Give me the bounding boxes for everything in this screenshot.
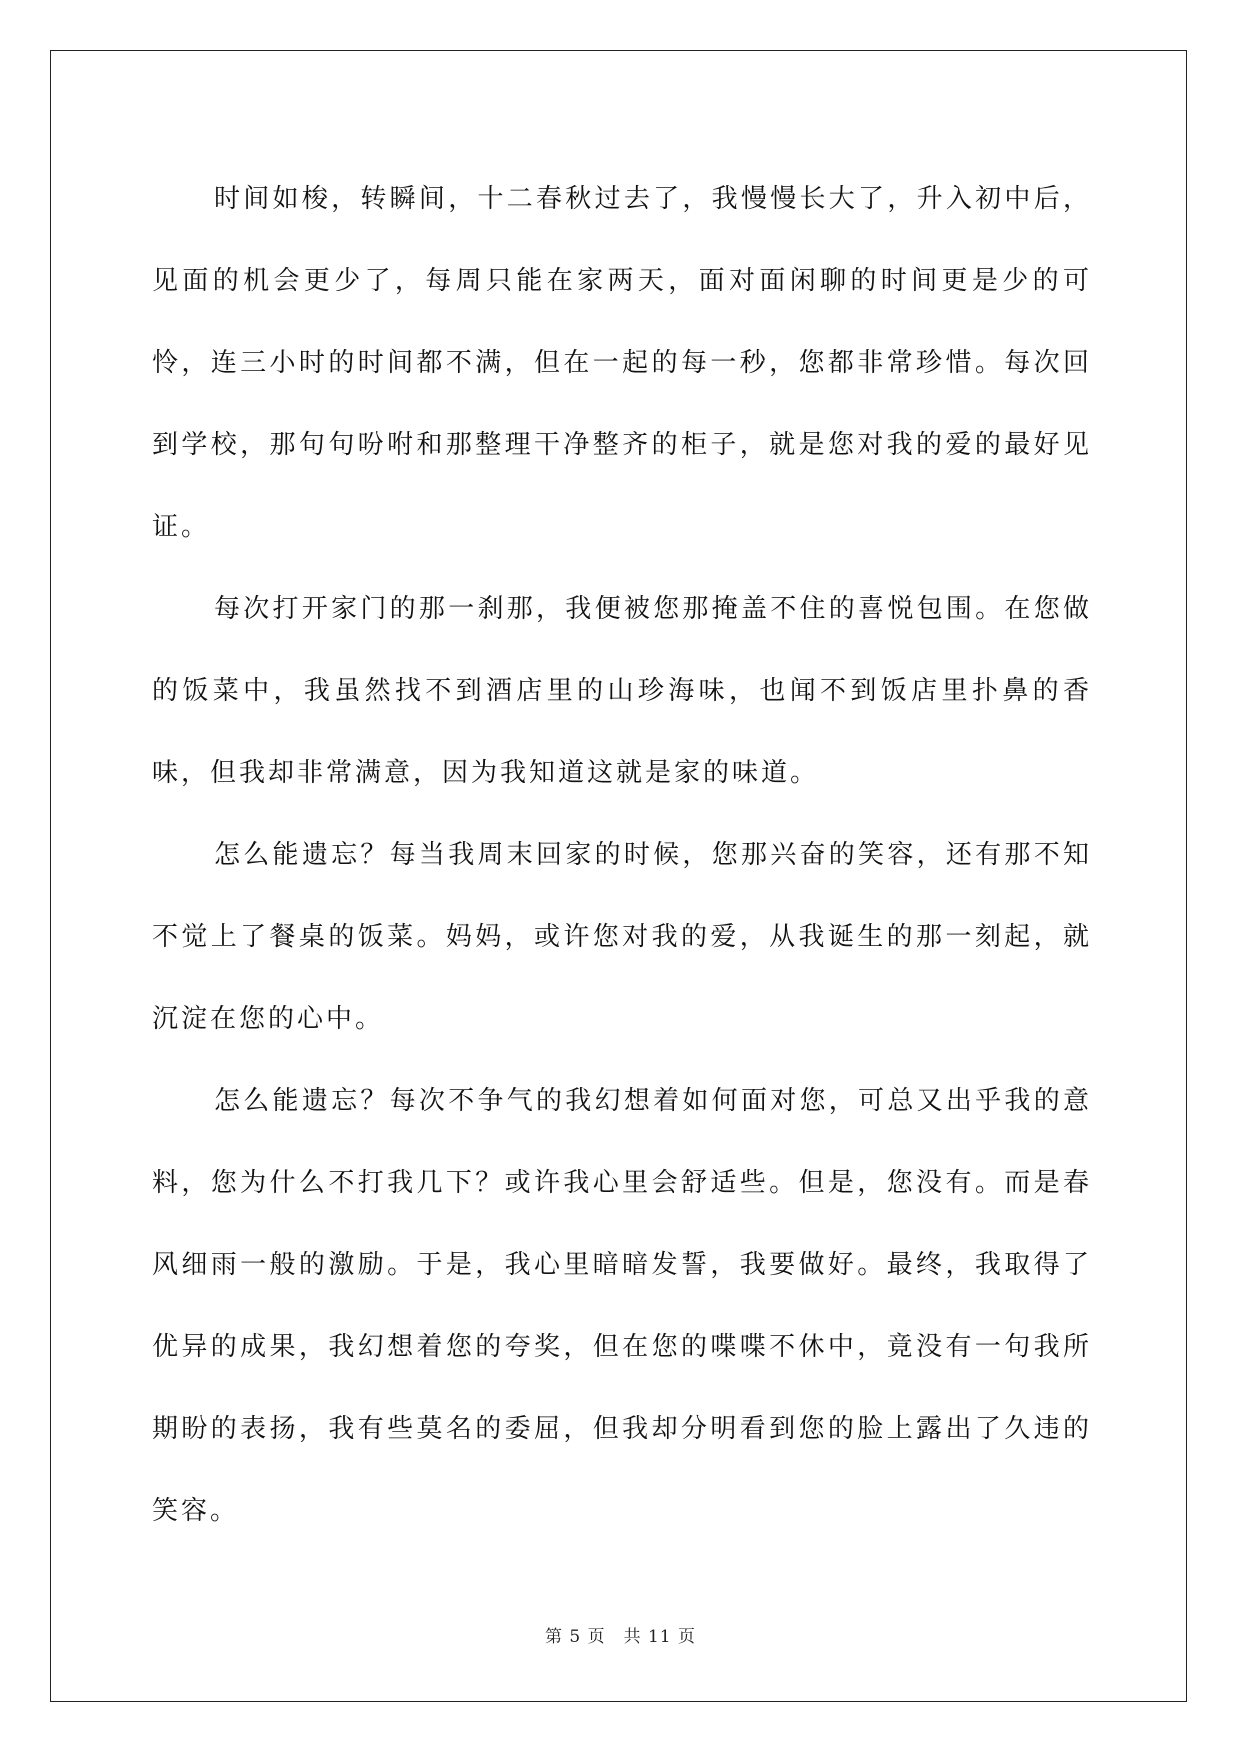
- page-number: 第 5 页 共 11 页: [544, 1627, 697, 1647]
- document-body: [152, 158, 1092, 1552]
- paragraph: 时间如梭，转瞬间，十二春秋过去了，我慢慢长大了，升入初中后，见面的机会更少了，每周只能在家两天，面对面闲聊的时间更是少的可怜，连三小时的时间都不满，但在一起的每一秒，您都非常珍惜。每次回到学校，那句句吩咐和那整理干净整齐的柜子，就是您对我的爱的最好见证。: [152, 184, 1092, 542]
- paragraph: 每次打开家门的那一刹那，我便被您那掩盖不住的喜悦包围。在您做的饭菜中，我虽然找不到酒店里的山珍海味，也闻不到饭店里扑鼻的香味，但我却非常满意，因为我知道这就是家的味道。: [152, 594, 1092, 788]
- paragraph: 怎么能遗忘？每当我周末回家的时候，您那兴奋的笑容，还有那不知不觉上了餐桌的饭菜。妈妈，或许您对我的爱，从我诞生的那一刻起，就沉淀在您的心中。: [152, 840, 1092, 1034]
- paragraph: 怎么能遗忘？每次不争气的我幻想着如何面对您，可总又出乎我的意料，您为什么不打我几下？或许我心里会舒适些。但是，您没有。而是春风细雨一般的激励。于是，我心里暗暗发誓，我要做好。最终，我取得了优异的成果，我幻想着您的夸奖，但在您的喋喋不休中，竟没有一句我所期盼的表扬，我有些莫名的委屈，但我却分明看到您的脸上露出了久违的笑容。: [152, 1086, 1092, 1526]
